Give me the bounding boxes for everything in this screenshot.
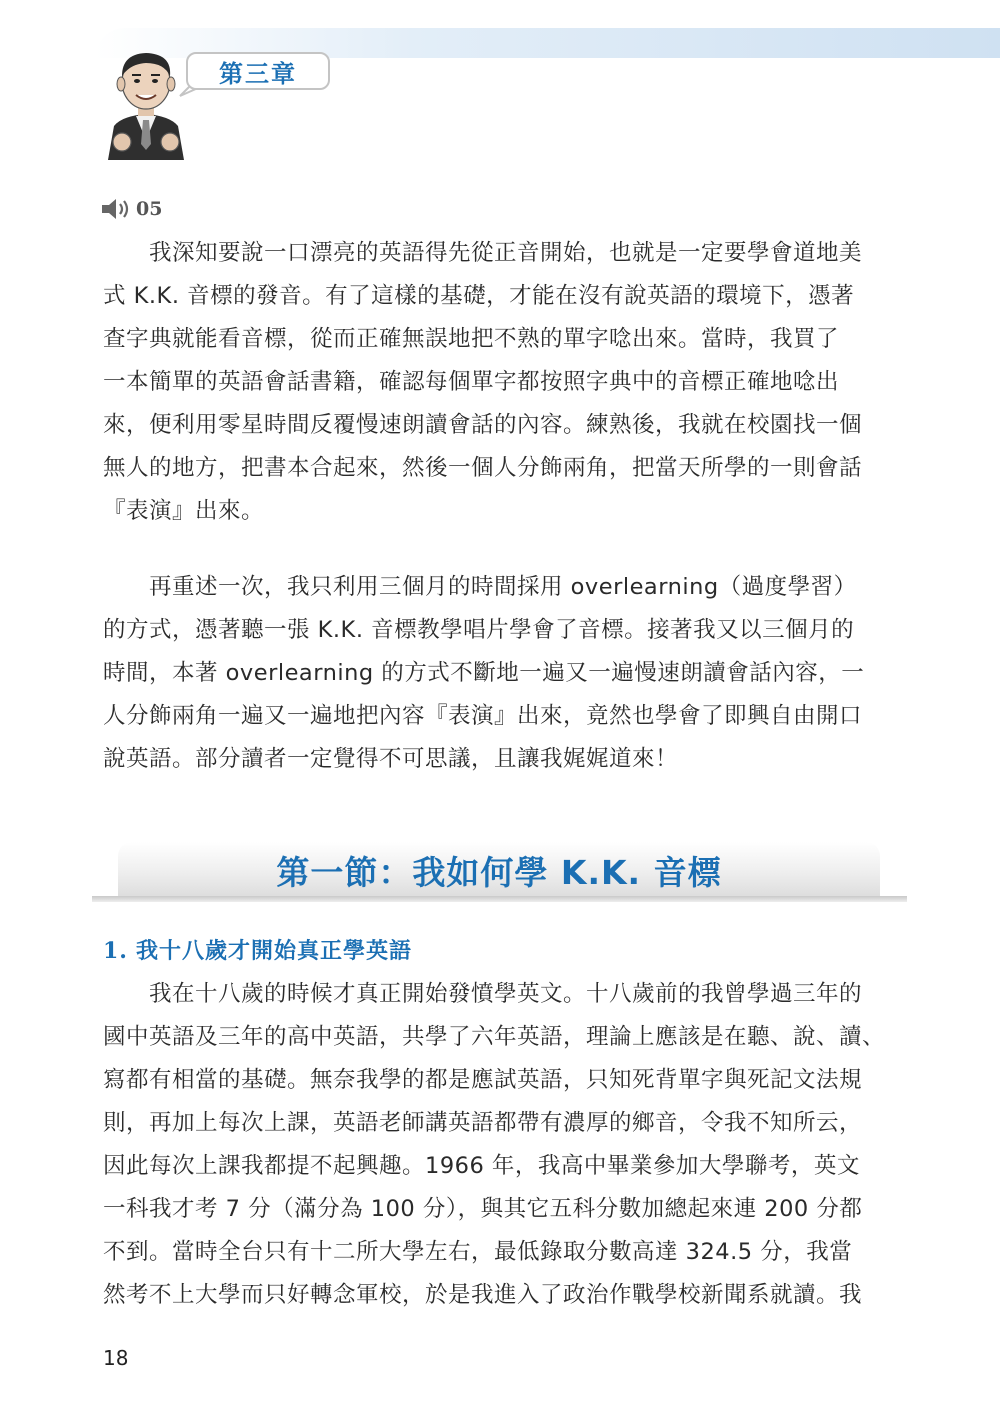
paragraph-line: 我深知要說一口漂亮的英語得先從正音開始，也就是一定要學會道地美 — [149, 240, 863, 266]
paragraph-line: 再重述一次，我只利用三個月的時間採用 overlearning（過度學習） — [149, 574, 857, 600]
audio-track[interactable] — [100, 196, 162, 222]
paragraph-line: 因此每次上課我都提不起興趣。1966 年，我高中畢業參加大學聯考，英文 — [103, 1153, 860, 1179]
paragraph-line: 一科我才考 7 分（滿分為 100 分），與其它五科分數加總起來連 200 分都 — [103, 1196, 863, 1222]
paragraph-line: 我在十八歲的時候才真正開始發憤學英文。十八歲前的我曾學過三年的 — [149, 981, 863, 1007]
speaker-icon — [100, 197, 132, 221]
paragraph-line: 時間，本著 overlearning 的方式不斷地一遍又一遍慢速朗讀會話內容，一 — [103, 660, 865, 686]
paragraph-line: 的方式，憑著聽一張 K.K. 音標教學唱片學會了音標。接著我又以三個月的 — [103, 617, 855, 643]
paragraph-line: 然考不上大學而只好轉念軍校，於是我進入了政治作戰學校新聞系就讀。我 — [103, 1282, 863, 1308]
paragraph-line: 國中英語及三年的高中英語，共學了六年英語，理論上應該是在聽、說、讀、 — [103, 1024, 886, 1050]
section-title: 第一節：我如何學 K.K. 音標 — [276, 852, 722, 892]
paragraph-line: 說英語。部分讀者一定覺得不可思議，且讓我娓娓道來！ — [103, 746, 679, 772]
intro-paragraph-1 — [103, 232, 900, 533]
audio-track-number: 05 — [136, 198, 163, 220]
paragraph-line: 『表演』出來。 — [103, 498, 265, 524]
intro-paragraph-2 — [103, 566, 900, 781]
subsection-heading — [103, 934, 412, 965]
paragraph-line: 查字典就能看音標，從而正確無誤地把不熟的單字唸出來。當時，我買了 — [103, 326, 840, 352]
paragraph-line: 人分飾兩角一遍又一遍地把內容『表演』出來，竟然也學會了即興自由開口 — [103, 703, 863, 729]
author-avatar — [100, 48, 192, 160]
page-number: 18 — [103, 1346, 129, 1370]
paragraph-line: 則，再加上每次上課，英語老師講英語都帶有濃厚的鄉音，令我不知所云， — [103, 1110, 863, 1136]
subsection-number: 1. — [103, 938, 128, 964]
paragraph-line: 式 K.K. 音標的發音。有了這樣的基礎，才能在沒有說英語的環境下，憑著 — [103, 283, 855, 309]
paragraph-line: 不到。當時全台只有十二所大學左右，最低錄取分數高達 324.5 分，我當 — [103, 1239, 853, 1265]
paragraph-line: 寫都有相當的基礎。無奈我學的都是應試英語，只知死背單字與死記文法規 — [103, 1067, 863, 1093]
section-divider — [92, 896, 907, 902]
paragraph-line: 來，便利用零星時間反覆慢速朗讀會話的內容。練熟後，我就在校園找一個 — [103, 412, 863, 438]
paragraph-line: 無人的地方，把書本合起來，然後一個人分飾兩角，把當天所學的一則會話 — [103, 455, 863, 481]
section-banner — [118, 842, 880, 898]
subsection-title: 我十八歲才開始真正學英語 — [135, 939, 412, 964]
chapter-label: 第三章 — [186, 52, 330, 90]
paragraph-line: 一本簡單的英語會話書籍，確認每個單字都按照字典中的音標正確地唸出 — [103, 369, 840, 395]
body-paragraph — [103, 973, 900, 1317]
